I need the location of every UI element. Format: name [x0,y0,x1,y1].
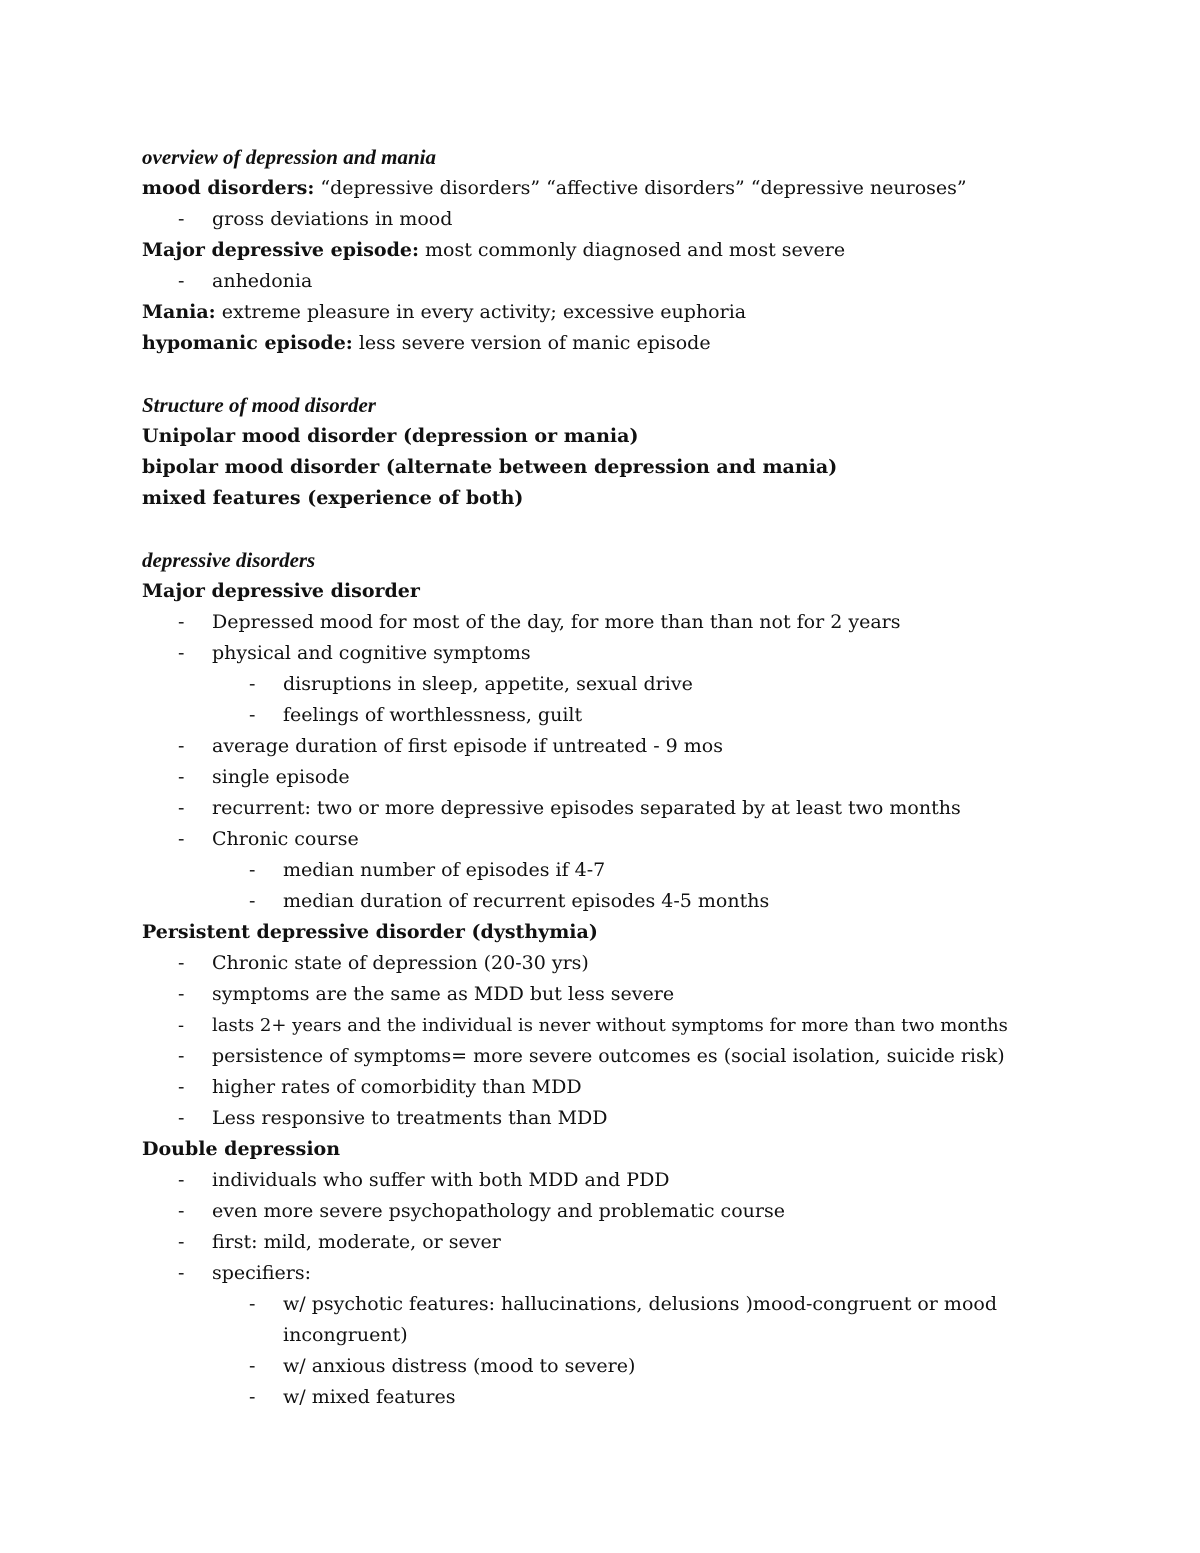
bullet-text: single episode [212,766,350,788]
section-title-overview: overview of depression and mania [142,145,436,169]
bullet-text: Depressed mood for most of the day, for more than than not for 2 years [212,611,901,633]
sub-bullet-item [142,1351,1200,1382]
structure-line: Unipolar mood disorder (depression or mania) [142,425,639,447]
bullet-text: average duration of first episode if untreated - 9 mos [212,735,723,757]
bullet-text: w/ psychotic features: hallucinations, delusions )mood-congruent or mood incongruent) [283,1293,997,1346]
bullet-text: physical and cognitive symptoms [212,642,531,664]
dash-marker: - [178,642,185,664]
bullet-text: Chronic state of depression (20-30 yrs) [212,952,589,974]
bullet-item [142,1196,1200,1227]
subheading-double-depression: Double depression [142,1138,341,1160]
term-definition: less severe version of manic episode [352,332,711,354]
term-label: Major depressive episode: [142,239,419,261]
bullet-text: persistence of symptoms= more severe outcomes es (social isolation, suicide risk) [212,1045,1005,1067]
subheading-pdd: Persistent depressive disorder (dysthymia) [142,921,598,943]
dash-marker: - [178,1231,185,1253]
dash-marker: - [249,1386,256,1408]
mood-disorders-line [142,173,1200,204]
bullet-text: median duration of recurrent episodes 4-5 months [283,890,770,912]
term-definition: “depressive disorders” “affective disorders” “depressive neuroses” [314,177,967,199]
bullet-item [142,607,1200,638]
dash-marker: - [178,735,185,757]
bullet-item [142,638,1200,669]
bullet-item [142,204,1200,235]
bullet-text: symptoms are the same as MDD but less severe [212,983,675,1005]
bullet-text: gross deviations in mood [212,208,453,230]
dash-marker: - [178,1262,185,1284]
sub-bullet-item [142,700,1200,731]
dash-marker: - [249,1293,256,1315]
bullet-item [142,731,1200,762]
dash-marker: - [178,208,185,230]
spacer [142,359,1200,390]
bullet-text: specifiers: [212,1262,312,1284]
structure-line: mixed features (experience of both) [142,487,524,509]
bullet-text: w/ anxious distress (mood to severe) [283,1355,636,1377]
bullet-item [142,1165,1200,1196]
bullet-text: lasts 2+ years and the individual is never without symptoms for more than two months [212,1015,1008,1036]
sub-bullet-item [142,886,1200,917]
bullet-text: individuals who suffer with both MDD and PDD [212,1169,670,1191]
section-title-structure: Structure of mood disorder [142,393,376,417]
sub-bullet-item [142,1289,1200,1351]
dash-marker: - [249,673,256,695]
subheading-mdd: Major depressive disorder [142,580,420,602]
term-label: hypomanic episode: [142,332,353,354]
bullet-text: recurrent: two or more depressive episodes separated by at least two months [212,797,961,819]
dash-marker: - [178,1045,185,1067]
bullet-text: anhedonia [212,270,313,292]
section-title-depressive: depressive disorders [142,548,316,572]
bullet-text: feelings of worthlessness, guilt [283,704,583,726]
term-definition: most commonly diagnosed and most severe [418,239,846,261]
bullet-item [142,1041,1200,1072]
dash-marker: - [178,270,185,292]
dash-marker: - [178,1107,185,1129]
dash-marker: - [178,983,185,1005]
bullet-item [142,1227,1200,1258]
dash-marker: - [178,797,185,819]
dash-marker: - [178,828,185,850]
term-label: mood disorders: [142,177,315,199]
dash-marker: - [178,1076,185,1098]
sub-bullet-item [142,855,1200,886]
dash-marker: - [249,859,256,881]
bullet-item [142,1010,1200,1041]
mania-line [142,297,1200,328]
dash-marker: - [178,611,185,633]
hypomanic-episode-line [142,328,1200,359]
bullet-item [142,1103,1200,1134]
dash-marker: - [249,890,256,912]
term-definition: extreme pleasure in every activity; excessive euphoria [215,301,747,323]
dash-marker: - [178,952,185,974]
bullet-text: w/ mixed features [283,1386,456,1408]
term-label: Mania: [142,301,216,323]
bullet-text: first: mild, moderate, or sever [212,1231,501,1253]
bullet-text: even more severe psychopathology and problematic course [212,1200,785,1222]
sub-bullet-item [142,1382,1200,1413]
major-depressive-episode-line [142,235,1200,266]
bullet-text: higher rates of comorbidity than MDD [212,1076,582,1098]
dash-marker: - [249,704,256,726]
spacer [142,514,1200,545]
bullet-item [142,793,1200,824]
sub-bullet-item [142,669,1200,700]
bullet-item [142,824,1200,855]
bullet-text: disruptions in sleep, appetite, sexual drive [283,673,693,695]
dash-marker: - [178,1015,185,1036]
bullet-item [142,1072,1200,1103]
structure-line: bipolar mood disorder (alternate between depression and mania) [142,456,838,478]
dash-marker: - [178,766,185,788]
bullet-item [142,266,1200,297]
dash-marker: - [249,1355,256,1377]
bullet-item [142,979,1200,1010]
dash-marker: - [178,1200,185,1222]
bullet-item [142,1258,1200,1289]
bullet-text: Chronic course [212,828,359,850]
bullet-item [142,948,1200,979]
bullet-item [142,762,1200,793]
bullet-text: Less responsive to treatments than MDD [212,1107,608,1129]
bullet-text: median number of episodes if 4-7 [283,859,606,881]
dash-marker: - [178,1169,185,1191]
